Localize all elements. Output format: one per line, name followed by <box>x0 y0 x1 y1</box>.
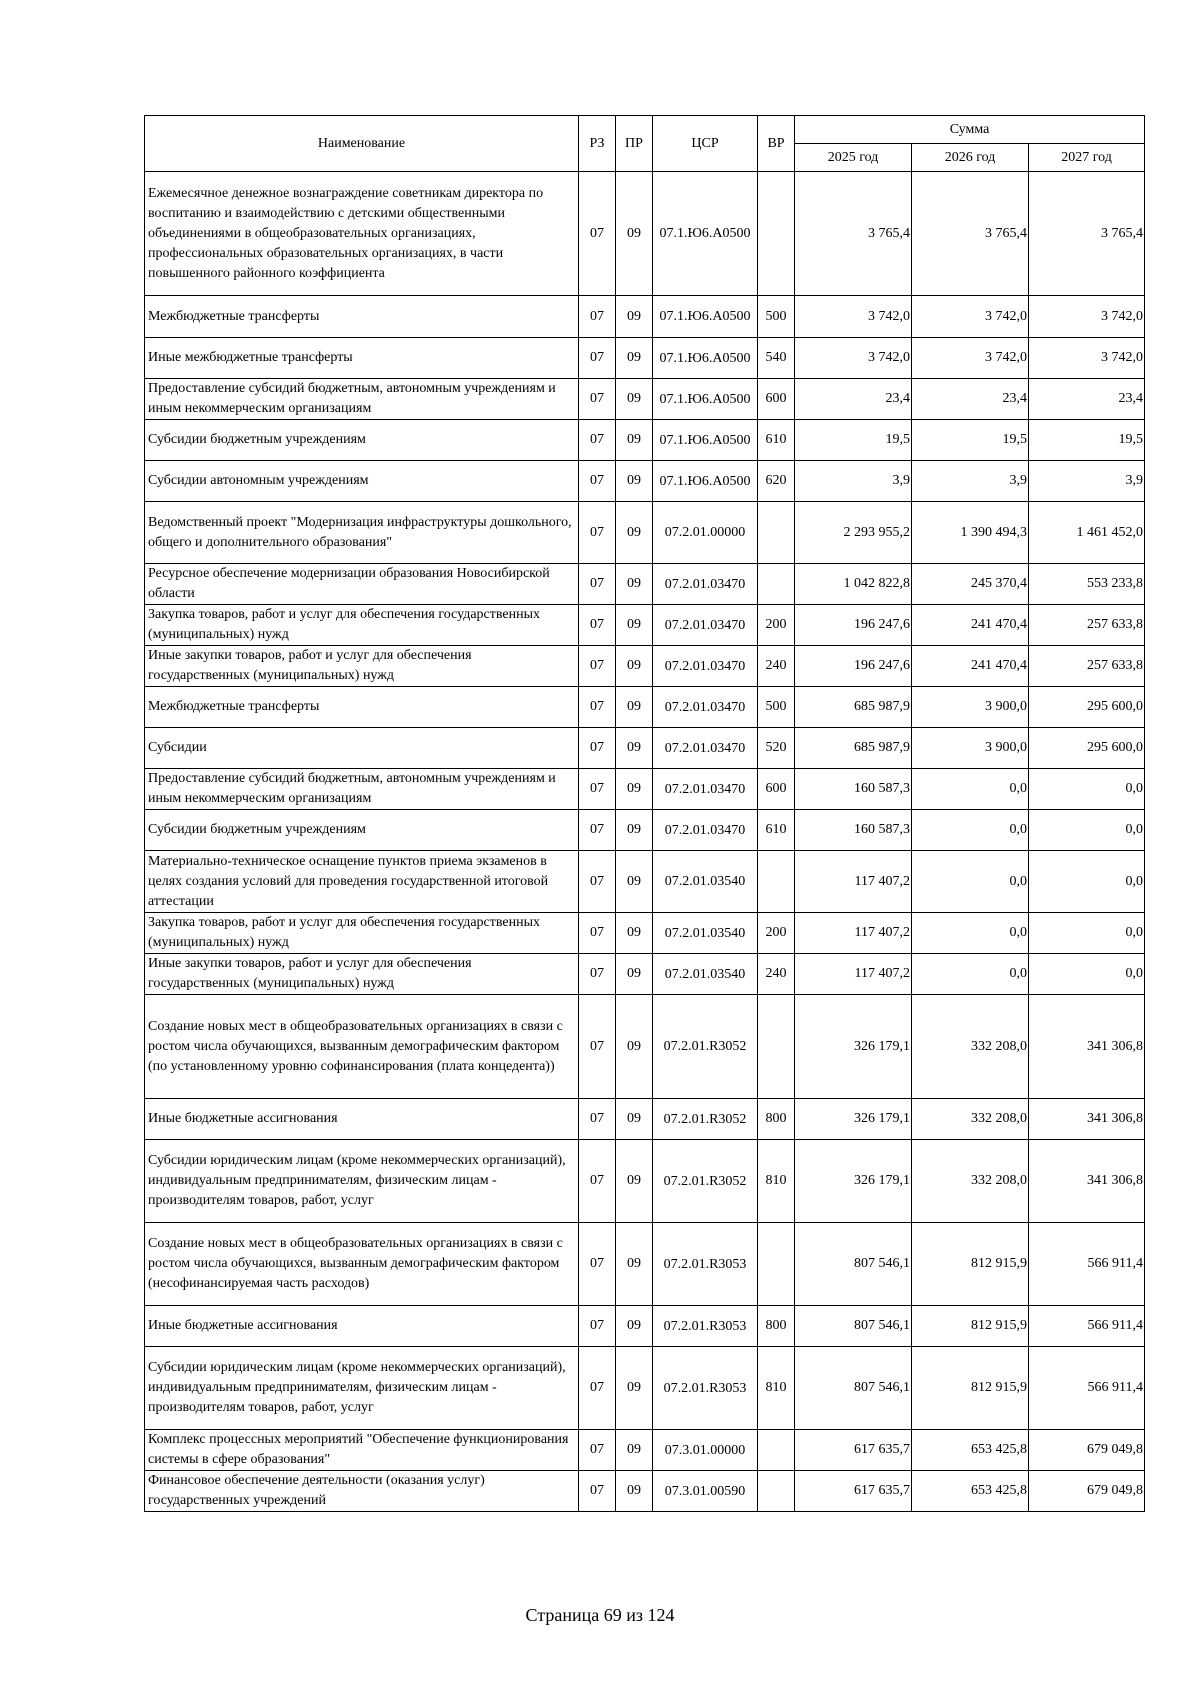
row-sum-2025: 196 247,6 <box>795 605 912 646</box>
row-pr: 09 <box>616 1471 653 1512</box>
row-sum-2025: 117 407,2 <box>795 851 912 913</box>
table-row <box>145 646 1145 687</box>
row-sum-2027: 3 742,0 <box>1029 338 1145 379</box>
row-vr: 600 <box>758 379 795 420</box>
table-row <box>145 1347 1145 1430</box>
row-sum-2027: 341 306,8 <box>1029 995 1145 1099</box>
table-row <box>145 913 1145 954</box>
row-sum-2025: 3,9 <box>795 461 912 502</box>
row-sum-2025: 2 293 955,2 <box>795 502 912 564</box>
table-row <box>145 1099 1145 1140</box>
row-pr: 09 <box>616 810 653 851</box>
table-row <box>145 954 1145 995</box>
row-sum-2025: 326 179,1 <box>795 1140 912 1223</box>
row-sum-2026: 241 470,4 <box>912 646 1029 687</box>
row-sum-2027: 341 306,8 <box>1029 1099 1145 1140</box>
row-sum-2027: 566 911,4 <box>1029 1306 1145 1347</box>
row-rz: 07 <box>579 172 616 296</box>
row-pr: 09 <box>616 420 653 461</box>
row-name: Финансовое обеспечение деятельности (оказания услуг) государственных учреждений <box>145 1471 579 1512</box>
row-sum-2025: 3 765,4 <box>795 172 912 296</box>
row-pr: 09 <box>616 954 653 995</box>
row-sum-2027: 295 600,0 <box>1029 687 1145 728</box>
row-name: Субсидии юридическим лицам (кроме некоммерческих организаций), индивидуальным предпринимателям, физическим лицам - производителям товаров, работ, услуг <box>145 1347 579 1430</box>
table-row <box>145 728 1145 769</box>
row-sum-2026: 332 208,0 <box>912 995 1029 1099</box>
row-sum-2025: 326 179,1 <box>795 995 912 1099</box>
row-pr: 09 <box>616 728 653 769</box>
row-sum-2025: 117 407,2 <box>795 913 912 954</box>
header-csr: ЦСР <box>653 116 758 172</box>
row-name: Предоставление субсидий бюджетным, автономным учреждениям и иным некоммерческим организациям <box>145 379 579 420</box>
table-row <box>145 338 1145 379</box>
header-year-2027: 2027 год <box>1029 144 1145 172</box>
row-name: Субсидии автономным учреждениям <box>145 461 579 502</box>
row-name: Иные закупки товаров, работ и услуг для обеспечения государственных (муниципальных) нужд <box>145 954 579 995</box>
row-sum-2026: 812 915,9 <box>912 1347 1029 1430</box>
row-rz: 07 <box>579 1099 616 1140</box>
table-row <box>145 296 1145 338</box>
row-sum-2026: 0,0 <box>912 913 1029 954</box>
table-row <box>145 379 1145 420</box>
row-rz: 07 <box>579 1347 616 1430</box>
table-row <box>145 420 1145 461</box>
row-rz: 07 <box>579 1140 616 1223</box>
row-csr: 07.2.01.03470 <box>653 810 758 851</box>
row-sum-2026: 19,5 <box>912 420 1029 461</box>
header-name: Наименование <box>145 116 579 172</box>
row-sum-2027: 0,0 <box>1029 913 1145 954</box>
row-csr: 07.2.01.R3052 <box>653 995 758 1099</box>
header-vr: ВР <box>758 116 795 172</box>
row-pr: 09 <box>616 913 653 954</box>
row-sum-2026: 3 900,0 <box>912 687 1029 728</box>
row-rz: 07 <box>579 1430 616 1471</box>
row-name: Закупка товаров, работ и услуг для обеспечения государственных (муниципальных) нужд <box>145 605 579 646</box>
header-rz: РЗ <box>579 116 616 172</box>
row-rz: 07 <box>579 420 616 461</box>
row-csr: 07.1.Ю6.А0500 <box>653 338 758 379</box>
row-vr: 240 <box>758 954 795 995</box>
row-rz: 07 <box>579 769 616 810</box>
row-vr: 610 <box>758 810 795 851</box>
table-row <box>145 502 1145 564</box>
row-vr <box>758 995 795 1099</box>
row-pr: 09 <box>616 172 653 296</box>
row-pr: 09 <box>616 502 653 564</box>
row-name: Субсидии юридическим лицам (кроме некоммерческих организаций), индивидуальным предпринимателям, физическим лицам - производителям товаров, работ, услуг <box>145 1140 579 1223</box>
row-sum-2025: 3 742,0 <box>795 338 912 379</box>
row-rz: 07 <box>579 687 616 728</box>
row-sum-2026: 812 915,9 <box>912 1306 1029 1347</box>
row-csr: 07.2.01.03540 <box>653 851 758 913</box>
row-rz: 07 <box>579 1223 616 1306</box>
row-csr: 07.2.01.R3053 <box>653 1223 758 1306</box>
row-sum-2025: 326 179,1 <box>795 1099 912 1140</box>
row-sum-2027: 257 633,8 <box>1029 646 1145 687</box>
row-csr: 07.2.01.03540 <box>653 913 758 954</box>
row-sum-2025: 617 635,7 <box>795 1471 912 1512</box>
row-name: Межбюджетные трансферты <box>145 687 579 728</box>
row-rz: 07 <box>579 461 616 502</box>
row-sum-2027: 566 911,4 <box>1029 1223 1145 1306</box>
row-rz: 07 <box>579 502 616 564</box>
row-pr: 09 <box>616 461 653 502</box>
row-name: Субсидии бюджетным учреждениям <box>145 420 579 461</box>
row-sum-2025: 160 587,3 <box>795 769 912 810</box>
row-vr: 800 <box>758 1099 795 1140</box>
row-name: Иные межбюджетные трансферты <box>145 338 579 379</box>
header-year-2026: 2026 год <box>912 144 1029 172</box>
row-rz: 07 <box>579 954 616 995</box>
row-csr: 07.2.01.03540 <box>653 954 758 995</box>
row-sum-2026: 332 208,0 <box>912 1140 1029 1223</box>
row-pr: 09 <box>616 338 653 379</box>
row-name: Субсидии бюджетным учреждениям <box>145 810 579 851</box>
row-name: Иные бюджетные ассигнования <box>145 1099 579 1140</box>
row-sum-2025: 685 987,9 <box>795 728 912 769</box>
row-sum-2025: 807 546,1 <box>795 1306 912 1347</box>
table-row <box>145 461 1145 502</box>
row-rz: 07 <box>579 728 616 769</box>
table-row <box>145 687 1145 728</box>
row-vr <box>758 564 795 605</box>
table-row <box>145 769 1145 810</box>
row-pr: 09 <box>616 605 653 646</box>
row-rz: 07 <box>579 1471 616 1512</box>
row-vr: 620 <box>758 461 795 502</box>
row-sum-2026: 3 900,0 <box>912 728 1029 769</box>
row-csr: 07.1.Ю6.А0500 <box>653 379 758 420</box>
row-name: Создание новых мест в общеобразовательных организациях в связи с ростом числа обучающихся, вызванным демографическим фактором (несофинансируемая часть расходов) <box>145 1223 579 1306</box>
row-rz: 07 <box>579 296 616 338</box>
header-pr: ПР <box>616 116 653 172</box>
row-name: Закупка товаров, работ и услуг для обеспечения государственных (муниципальных) нужд <box>145 913 579 954</box>
row-sum-2025: 685 987,9 <box>795 687 912 728</box>
row-name: Материально-техническое оснащение пунктов приема экзаменов в целях создания условий для проведения государственной итоговой аттестации <box>145 851 579 913</box>
row-csr: 07.2.01.03470 <box>653 646 758 687</box>
row-sum-2027: 295 600,0 <box>1029 728 1145 769</box>
row-sum-2026: 812 915,9 <box>912 1223 1029 1306</box>
row-vr <box>758 502 795 564</box>
row-vr <box>758 172 795 296</box>
table-row <box>145 1223 1145 1306</box>
row-name: Межбюджетные трансферты <box>145 296 579 338</box>
row-rz: 07 <box>579 1306 616 1347</box>
table-row <box>145 1140 1145 1223</box>
row-sum-2026: 245 370,4 <box>912 564 1029 605</box>
row-name: Иные бюджетные ассигнования <box>145 1306 579 1347</box>
row-pr: 09 <box>616 851 653 913</box>
row-csr: 07.1.Ю6.А0500 <box>653 461 758 502</box>
row-vr: 610 <box>758 420 795 461</box>
row-vr: 810 <box>758 1347 795 1430</box>
row-sum-2027: 679 049,8 <box>1029 1471 1145 1512</box>
row-pr: 09 <box>616 687 653 728</box>
row-name: Предоставление субсидий бюджетным, автономным учреждениям и иным некоммерческим организациям <box>145 769 579 810</box>
row-sum-2027: 23,4 <box>1029 379 1145 420</box>
row-sum-2027: 0,0 <box>1029 810 1145 851</box>
table-row <box>145 810 1145 851</box>
row-vr: 500 <box>758 296 795 338</box>
row-sum-2025: 3 742,0 <box>795 296 912 338</box>
row-rz: 07 <box>579 379 616 420</box>
row-rz: 07 <box>579 851 616 913</box>
row-sum-2025: 160 587,3 <box>795 810 912 851</box>
table-row <box>145 1430 1145 1471</box>
table-row <box>145 1306 1145 1347</box>
row-sum-2026: 3,9 <box>912 461 1029 502</box>
row-sum-2026: 0,0 <box>912 769 1029 810</box>
row-sum-2027: 553 233,8 <box>1029 564 1145 605</box>
row-pr: 09 <box>616 769 653 810</box>
row-name: Комплекс процессных мероприятий "Обеспечение функционирования системы в сфере образования" <box>145 1430 579 1471</box>
row-csr: 07.2.01.03470 <box>653 605 758 646</box>
row-sum-2026: 0,0 <box>912 851 1029 913</box>
table-row <box>145 851 1145 913</box>
row-vr: 240 <box>758 646 795 687</box>
budget-table <box>144 115 1145 1512</box>
table-row <box>145 995 1145 1099</box>
row-csr: 07.2.01.03470 <box>653 564 758 605</box>
row-sum-2027: 0,0 <box>1029 954 1145 995</box>
row-rz: 07 <box>579 995 616 1099</box>
row-rz: 07 <box>579 913 616 954</box>
row-csr: 07.2.01.00000 <box>653 502 758 564</box>
row-sum-2026: 3 742,0 <box>912 338 1029 379</box>
row-pr: 09 <box>616 1140 653 1223</box>
row-name: Ведомственный проект "Модернизация инфраструктуры дошкольного, общего и дополнительного образования" <box>145 502 579 564</box>
table-row <box>145 1471 1145 1512</box>
table-header <box>145 116 1145 172</box>
row-pr: 09 <box>616 1430 653 1471</box>
row-pr: 09 <box>616 379 653 420</box>
row-vr: 800 <box>758 1306 795 1347</box>
row-sum-2027: 566 911,4 <box>1029 1347 1145 1430</box>
row-sum-2026: 0,0 <box>912 810 1029 851</box>
row-csr: 07.1.Ю6.А0500 <box>653 420 758 461</box>
row-name: Ежемесячное денежное вознаграждение советникам директора по воспитанию и взаимодействию с детскими общественными объединениями в общеобразовательных организациях, профессиональных образовательных организациях, в части повышенного районного коэффициента <box>145 172 579 296</box>
row-sum-2025: 617 635,7 <box>795 1430 912 1471</box>
row-sum-2027: 0,0 <box>1029 769 1145 810</box>
row-sum-2026: 0,0 <box>912 954 1029 995</box>
row-sum-2025: 807 546,1 <box>795 1223 912 1306</box>
row-pr: 09 <box>616 1223 653 1306</box>
row-csr: 07.1.Ю6.А0500 <box>653 172 758 296</box>
row-sum-2026: 3 742,0 <box>912 296 1029 338</box>
row-sum-2025: 196 247,6 <box>795 646 912 687</box>
row-rz: 07 <box>579 338 616 379</box>
row-rz: 07 <box>579 810 616 851</box>
row-pr: 09 <box>616 296 653 338</box>
table-row <box>145 172 1145 296</box>
row-sum-2027: 341 306,8 <box>1029 1140 1145 1223</box>
row-sum-2027: 0,0 <box>1029 851 1145 913</box>
row-vr <box>758 1430 795 1471</box>
row-pr: 09 <box>616 995 653 1099</box>
row-csr: 07.2.01.R3052 <box>653 1099 758 1140</box>
row-vr: 200 <box>758 913 795 954</box>
row-vr <box>758 851 795 913</box>
row-csr: 07.1.Ю6.А0500 <box>653 296 758 338</box>
row-vr: 810 <box>758 1140 795 1223</box>
row-sum-2027: 3,9 <box>1029 461 1145 502</box>
row-sum-2027: 1 461 452,0 <box>1029 502 1145 564</box>
row-vr: 540 <box>758 338 795 379</box>
header-year-2025: 2025 год <box>795 144 912 172</box>
row-vr: 520 <box>758 728 795 769</box>
row-sum-2027: 19,5 <box>1029 420 1145 461</box>
row-csr: 07.2.01.R3053 <box>653 1306 758 1347</box>
table-row <box>145 564 1145 605</box>
row-vr <box>758 1223 795 1306</box>
row-vr: 500 <box>758 687 795 728</box>
row-pr: 09 <box>616 1347 653 1430</box>
row-sum-2027: 3 742,0 <box>1029 296 1145 338</box>
row-sum-2025: 117 407,2 <box>795 954 912 995</box>
row-sum-2025: 19,5 <box>795 420 912 461</box>
row-sum-2027: 679 049,8 <box>1029 1430 1145 1471</box>
row-vr <box>758 1471 795 1512</box>
row-pr: 09 <box>616 1099 653 1140</box>
row-sum-2026: 332 208,0 <box>912 1099 1029 1140</box>
row-csr: 07.2.01.03470 <box>653 687 758 728</box>
row-csr: 07.2.01.R3052 <box>653 1140 758 1223</box>
table-row <box>145 605 1145 646</box>
row-sum-2025: 23,4 <box>795 379 912 420</box>
row-csr: 07.3.01.00000 <box>653 1430 758 1471</box>
table-body <box>145 172 1145 1512</box>
row-sum-2026: 653 425,8 <box>912 1471 1029 1512</box>
row-rz: 07 <box>579 605 616 646</box>
row-pr: 09 <box>616 646 653 687</box>
row-vr: 600 <box>758 769 795 810</box>
row-name: Создание новых мест в общеобразовательных организациях в связи с ростом числа обучающихся, вызванным демографическим фактором (по установленному уровню софинансирования (плата концедента)) <box>145 995 579 1099</box>
row-sum-2027: 3 765,4 <box>1029 172 1145 296</box>
row-csr: 07.3.01.00590 <box>653 1471 758 1512</box>
row-csr: 07.2.01.03470 <box>653 728 758 769</box>
row-sum-2027: 257 633,8 <box>1029 605 1145 646</box>
header-sum: Сумма <box>795 116 1145 144</box>
row-sum-2026: 241 470,4 <box>912 605 1029 646</box>
row-sum-2025: 1 042 822,8 <box>795 564 912 605</box>
row-vr: 200 <box>758 605 795 646</box>
row-csr: 07.2.01.03470 <box>653 769 758 810</box>
row-csr: 07.2.01.R3053 <box>653 1347 758 1430</box>
row-pr: 09 <box>616 564 653 605</box>
row-pr: 09 <box>616 1306 653 1347</box>
row-rz: 07 <box>579 564 616 605</box>
row-sum-2026: 23,4 <box>912 379 1029 420</box>
row-sum-2026: 653 425,8 <box>912 1430 1029 1471</box>
row-name: Иные закупки товаров, работ и услуг для обеспечения государственных (муниципальных) нужд <box>145 646 579 687</box>
row-sum-2026: 3 765,4 <box>912 172 1029 296</box>
row-sum-2026: 1 390 494,3 <box>912 502 1029 564</box>
row-name: Субсидии <box>145 728 579 769</box>
row-sum-2025: 807 546,1 <box>795 1347 912 1430</box>
page-number: Страница 69 из 124 <box>525 1605 675 1625</box>
row-rz: 07 <box>579 646 616 687</box>
row-name: Ресурсное обеспечение модернизации образования Новосибирской области <box>145 564 579 605</box>
